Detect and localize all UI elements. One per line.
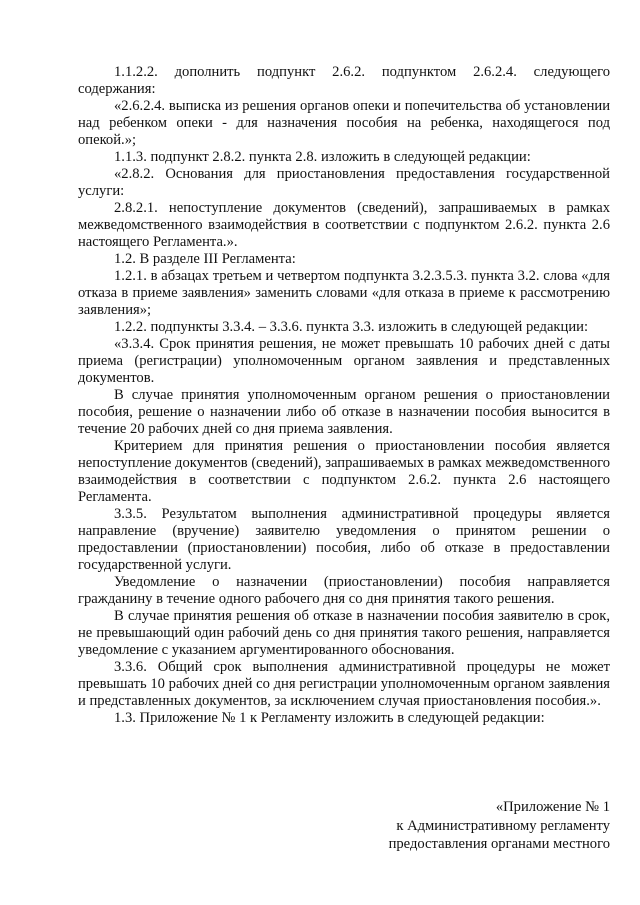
paragraph: 1.2.2. подпункты 3.3.4. – 3.3.6. пункта 3.3. изложить в следующей редакции: [114, 319, 588, 335]
paragraph: 2.8.2.1. непоступление документов (сведений), запрашиваемых в рамках межведомственного взаимодействия в соответствии с подпунктом 2.6.2. пункта 2.6 настоящего Регламента.». [78, 200, 610, 250]
document-body [78, 64, 610, 727]
paragraph: «2.8.2. Основания для приостановления предоставления государственной услуги: [78, 166, 610, 199]
appendix-subtitle: предоставления органами местного [388, 836, 610, 852]
paragraph: 1.1.3. подпункт 2.8.2. пункта 2.8. изложить в следующей редакции: [114, 149, 531, 165]
paragraph: «3.3.4. Срок принятия решения, не может превышать 10 рабочих дней с даты приема (регистрации) уполномоченным органом заявления и представленных документов. [78, 336, 610, 386]
paragraph: 1.1.2.2. дополнить подпункт 2.6.2. подпунктом 2.6.2.4. следующего содержания: [78, 64, 610, 97]
paragraph: 1.3. Приложение № 1 к Регламенту изложить в следующей редакции: [114, 710, 545, 726]
appendix-subtitle: к Административному регламенту [396, 817, 610, 834]
paragraph: 3.3.5. Результатом выполнения административной процедуры является направление (вручение) заявителю уведомления о принятом решении о предоставлении (приостановлении) пособия, либо об отказе в предоставлении государственной услуги. [78, 506, 610, 573]
paragraph: В случае принятия уполномоченным органом решения о приостановлении пособия, решение о назначении либо об отказе в назначении пособия выносится в течение 20 рабочих дней со дня приема заявления. [78, 387, 610, 437]
paragraph: В случае принятия решения об отказе в назначении пособия заявителю в срок, не превышающий один рабочий день со дня принятия такого решения, направляется уведомление с указанием аргументированного обоснования. [78, 608, 610, 658]
paragraph: 1.2.1. в абзацах третьем и четвертом подпункта 3.2.3.5.3. пункта 3.2. слова «для отказа в приеме заявления» заменить словами «для отказа в приеме к рассмотрению заявления»; [78, 268, 610, 318]
appendix-title: «Приложение № 1 [495, 799, 610, 815]
paragraph: Уведомление о назначении (приостановлении) пособия направляется гражданину в течение одного рабочего дня со дня принятия такого решения. [78, 574, 610, 607]
paragraph: Критерием для принятия решения о приостановлении пособия является непоступление документов (сведений), запрашиваемых в рамках межведомственного взаимодействия в соответствии с подпунктом 2.6.2. пункта 2.6 настоящего Регламента. [78, 438, 610, 505]
paragraph: 1.2. В разделе III Регламента: [114, 251, 296, 267]
paragraph: «2.6.2.4. выписка из решения органов опеки и попечительства об установлении над ребенком опеки - для назначения пособия на ребенка, находящегося под опекой.»; [78, 98, 610, 148]
paragraph: 3.3.6. Общий срок выполнения административной процедуры не может превышать 10 рабочих дней со дня регистрации уполномоченным органом заявления и представленных документов, за исключением случая приостановления пособия.». [78, 659, 610, 709]
appendix-header [310, 798, 610, 854]
